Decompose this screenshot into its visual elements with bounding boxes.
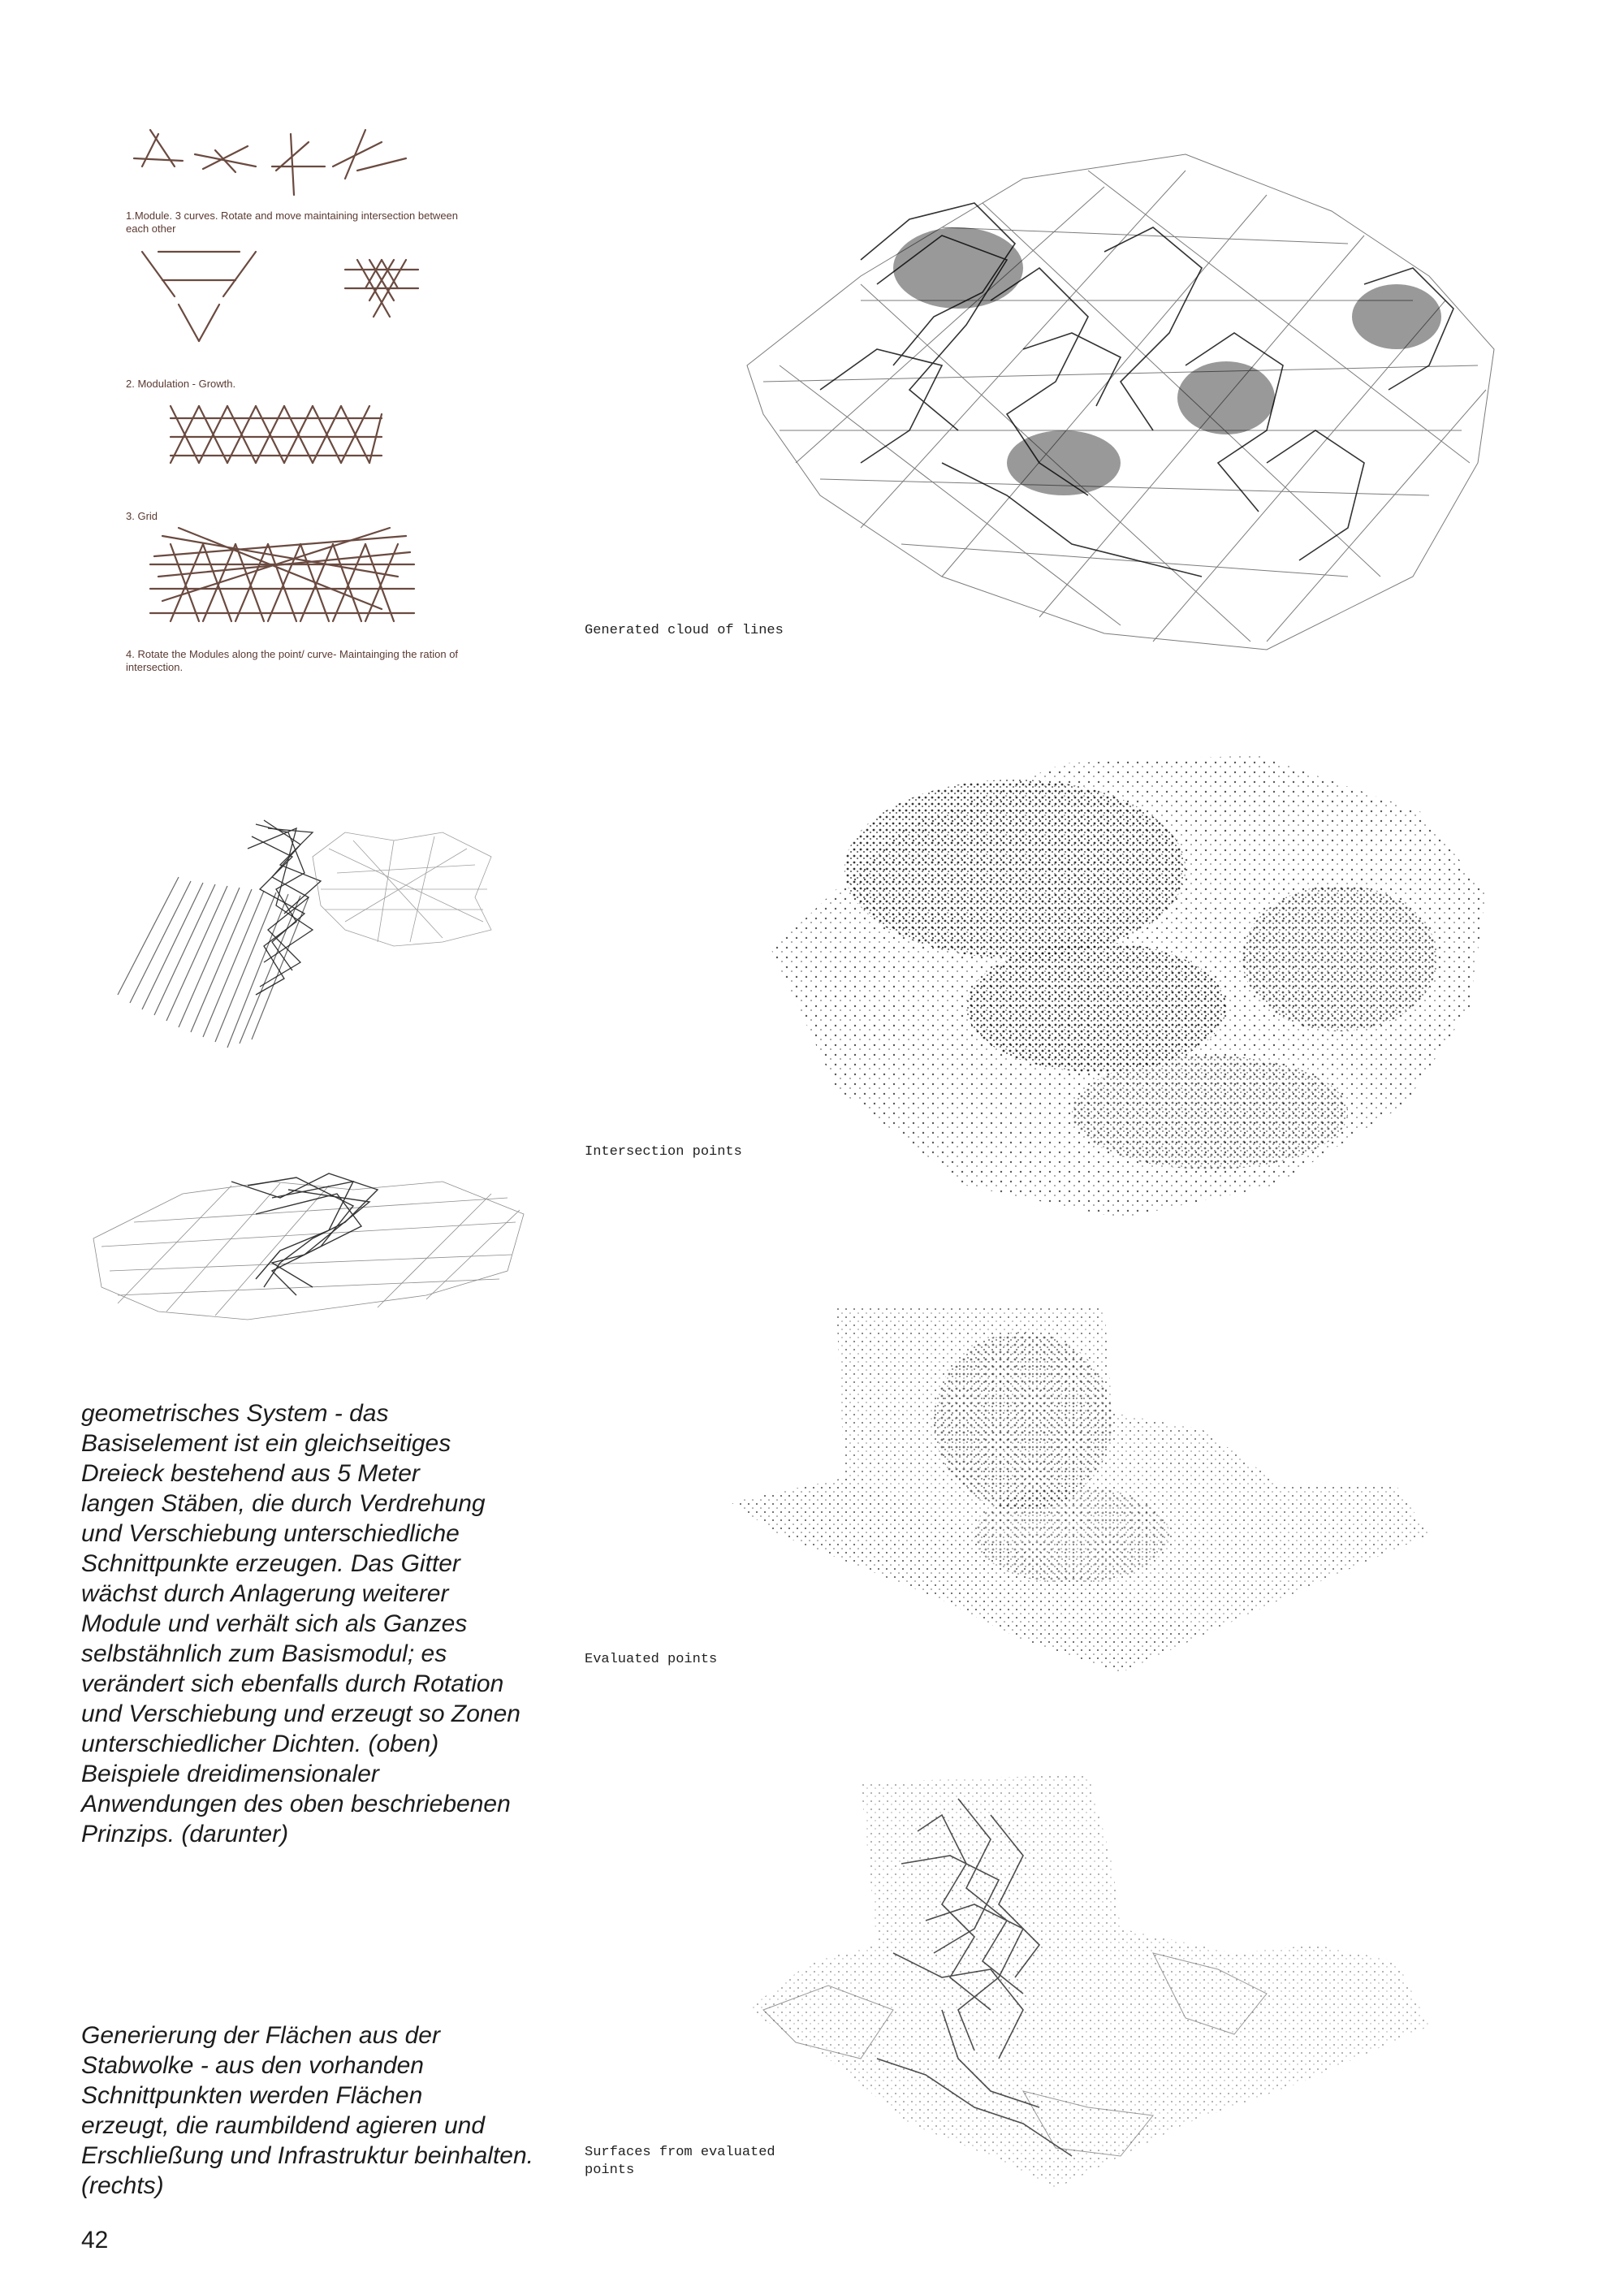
module-rotated-grid — [150, 528, 414, 621]
text-surface-generation: Generierung der Flächen aus der Stabwolke - aus den vorhanden Schnittpunkten werden Flächen erzeugt, die raumbildend agieren und Erschließung und Infrastruktur beinhalten. (rechts) — [81, 2022, 533, 2199]
sketch-render-top-svg — [102, 800, 524, 1068]
render-cloud-of-lines-svg — [698, 122, 1535, 666]
sketch-render-bottom-svg — [85, 1149, 540, 1336]
module-grid — [171, 406, 382, 463]
module-growth-spread — [142, 252, 256, 341]
diagram-step-2: 2. Modulation - Growth. — [126, 378, 236, 390]
caption-evaluated-points: Evaluated points — [585, 1652, 718, 1667]
diagram-step-3: 3. Grid — [126, 510, 158, 522]
render-surfaces — [731, 1766, 1510, 2205]
caption-surfaces: Surfaces from evaluated points — [585, 2145, 775, 2178]
sketch-render-top — [102, 800, 524, 1068]
module-diagram — [114, 122, 520, 682]
page-number: 42 — [81, 2227, 109, 2254]
text-geometric-system: geometrisches System - das Basiselement ist ein gleichseitiges Dreieck bestehend aus 5 Meter langen Stäben, die durch Verdrehung und Verschiebung unterschiedliche Schnittpunkte erzeugen. Das Gitter wächst durch Anlagerung weiterer Module und verhält sich als Ganzes selbstähnlich zum Basismodul; es verändert sich ebenfalls durch Rotation und Verschiebung und erzeugt so Zonen unterschiedlicher Dichten. (oben) Beispiele dreidimensionaler Anwendungen des oben beschriebenen Prinzips. (darunter) — [81, 1400, 520, 1847]
render-intersection-points-svg — [755, 731, 1535, 1226]
module-crossed-4 — [333, 130, 406, 179]
module-crossed-3 — [272, 134, 325, 195]
render-cloud-of-lines — [698, 122, 1535, 666]
sketch-render-bottom — [85, 1149, 540, 1336]
diagram-step-1: 1.Module. 3 curves. Rotate and move maintaining intersection between each other — [126, 210, 459, 235]
module-triangle-1 — [134, 130, 183, 166]
diagram-step-4: 4. Rotate the Modules along the point/ curve- Maintainging the ration of intersection. — [126, 648, 459, 673]
render-surfaces-svg — [731, 1766, 1510, 2205]
render-evaluated-points-svg — [698, 1291, 1510, 1697]
module-skewed-2 — [195, 146, 256, 172]
module-diagram-svg — [114, 122, 520, 682]
render-intersection-points — [755, 731, 1535, 1226]
caption-intersection-points: Intersection points — [585, 1144, 742, 1160]
module-growth-compact — [345, 260, 418, 317]
render-evaluated-points — [698, 1291, 1510, 1697]
caption-cloud-of-lines: Generated cloud of lines — [585, 623, 784, 638]
